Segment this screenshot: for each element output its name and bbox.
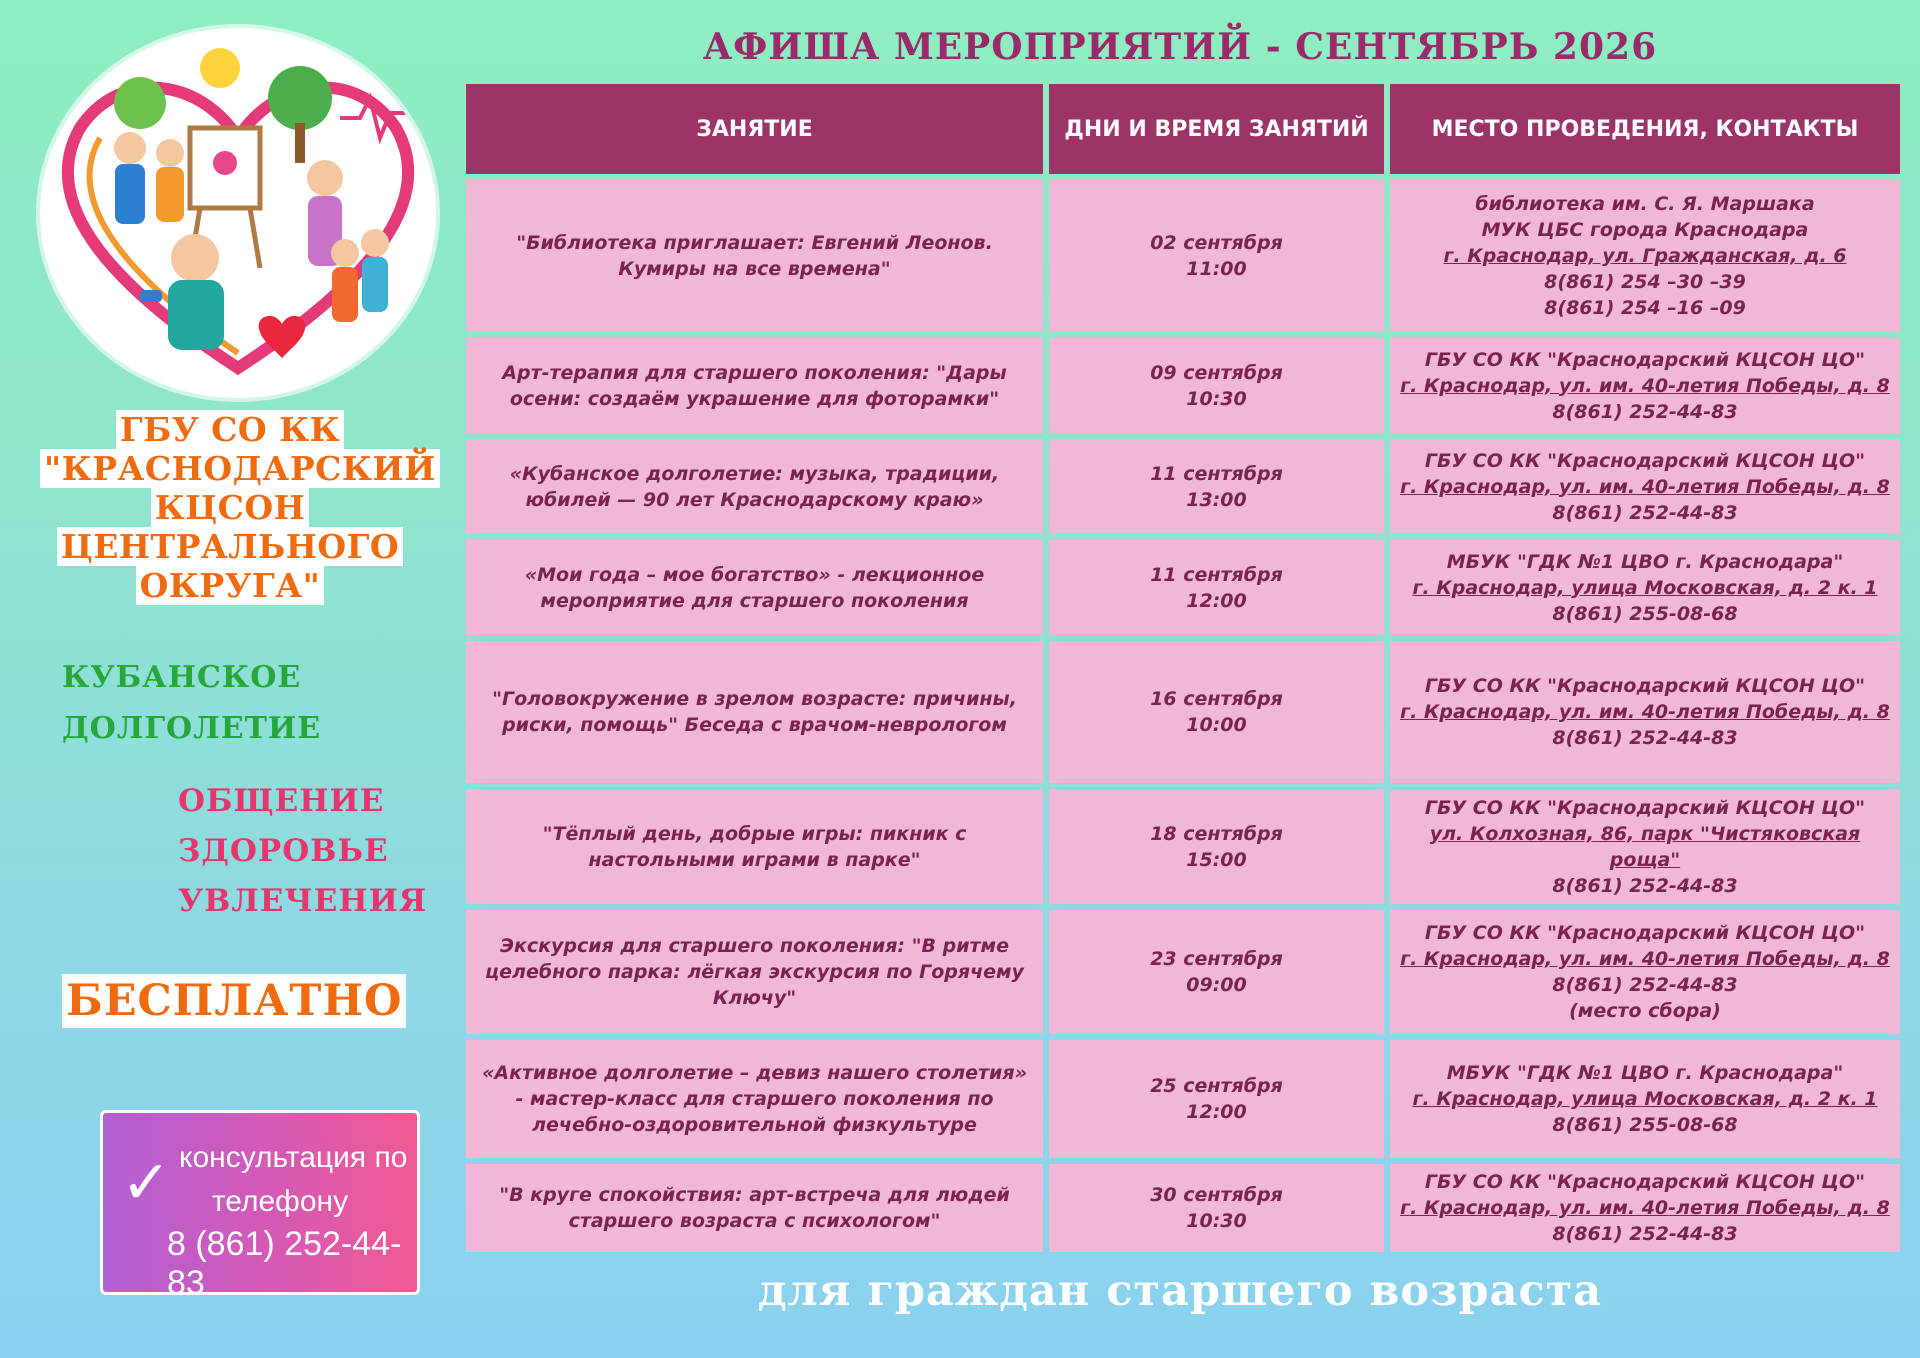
- venue-name: библиотека им. С. Я. Маршака: [1475, 193, 1815, 215]
- event-time: 12:00: [1186, 589, 1247, 612]
- program-name: [62, 652, 382, 754]
- themes-list: [178, 776, 438, 926]
- event-cell: Арт-терапия для старшего поколения: "Дары осени: создаём украшение для фоторамки": [466, 338, 1043, 433]
- event-date: 16 сентября: [1150, 688, 1283, 710]
- venue-name: ГБУ СО КК "Краснодарский КЦСОН ЦО": [1424, 796, 1866, 819]
- datetime-cell: [1049, 180, 1384, 332]
- event-cell: «Мои года – мое богатство» - лекционное мероприятие для старшего поколения: [466, 540, 1043, 635]
- venue-phone: 8(861) 252-44-83: [1552, 400, 1738, 423]
- venue-address-link[interactable]: г. Краснодар, ул. им. 40-летия Победы, д. 8: [1400, 701, 1890, 723]
- venue-address-link[interactable]: ул. Колхозная, 86, парк "Чистяковская роща": [1429, 822, 1861, 871]
- table-header-row: [466, 84, 1900, 174]
- venue-cell: [1390, 180, 1900, 332]
- event-date: 11 сентября: [1150, 563, 1283, 586]
- venue-address-link[interactable]: г. Краснодар, улица Московская, д. 2 к. 1: [1412, 1088, 1878, 1110]
- event-cell: "В круге спокойствия: арт-встреча для людей старшего возраста с психологом": [466, 1164, 1043, 1252]
- event-date: 25 сентября: [1150, 1075, 1283, 1097]
- venue-name: ГБУ СО КК "Краснодарский КЦСОН ЦО": [1424, 675, 1866, 697]
- venue-address-link[interactable]: г. Краснодар, ул. им. 40-летия Победы, д. 8: [1400, 1197, 1890, 1219]
- venue-phone: 8(861) 252-44-83: [1552, 874, 1738, 897]
- consult-phone[interactable]: 8 (861) 252-44-83: [167, 1225, 402, 1302]
- table-row: [466, 789, 1900, 904]
- venue-cell: [1390, 338, 1900, 433]
- venue-address-link[interactable]: г. Краснодар, ул. им. 40-летия Победы, д. 8: [1400, 374, 1890, 397]
- audience-caption: для граждан старшего возраста: [757, 1266, 1603, 1316]
- venue-name: ГБУ СО КК "Краснодарский КЦСОН ЦО": [1424, 348, 1866, 371]
- datetime-cell: [1049, 641, 1384, 783]
- venue-phone: 8(861) 252-44-83: [1552, 727, 1738, 749]
- datetime-cell: [1049, 439, 1384, 534]
- venue-phone: 8(861) 255-08-68: [1552, 602, 1738, 625]
- org-line-3: КЦСОН: [151, 488, 310, 527]
- table-row: [466, 641, 1900, 783]
- event-date: 09 сентября: [1150, 361, 1283, 384]
- program-line-2: ДОЛГОЛЕТИЕ: [62, 711, 322, 746]
- venue-name: ГБУ СО КК "Краснодарский КЦСОН ЦО": [1424, 1171, 1866, 1193]
- table-row: [466, 1164, 1900, 1252]
- table-row: [466, 540, 1900, 635]
- event-time: 09:00: [1186, 974, 1247, 996]
- venue-phone: 8(861) 255-08-68: [1552, 1114, 1738, 1136]
- event-cell: «Кубанское долголетие: музыка, традиции, юбилей — 90 лет Краснодарскому краю»: [466, 439, 1043, 534]
- org-line-2: "КРАСНОДАРСКИЙ: [40, 449, 440, 488]
- venue-address-link[interactable]: г. Краснодар, улица Московская, д. 2 к. 1: [1412, 576, 1878, 599]
- datetime-cell: [1049, 338, 1384, 433]
- event-time: 10:00: [1186, 714, 1247, 736]
- venue-name: МБУК "ГДК №1 ЦВО г. Краснодара": [1446, 550, 1844, 573]
- venue-cell: [1390, 1164, 1900, 1252]
- free-label: БЕСПЛАТНО: [62, 974, 406, 1028]
- org-line-1: ГБУ СО КК: [116, 410, 344, 449]
- venue-cell: [1390, 439, 1900, 534]
- theme-communication: ОБЩЕНИЕ: [178, 783, 385, 819]
- datetime-cell: [1049, 540, 1384, 635]
- event-cell: "Головокружение в зрелом возрасте: причины, риски, помощь" Беседа с врачом-неврологом: [466, 641, 1043, 783]
- datetime-cell: [1049, 789, 1384, 904]
- table-row: [466, 338, 1900, 433]
- theme-hobbies: УВЛЕЧЕНИЯ: [178, 883, 428, 919]
- venue-phone: 8(861) 252-44-83: [1552, 974, 1738, 996]
- event-cell: Экскурсия для старшего поколения: "В ритме целебного парка: лёгкая экскурсия по Горячему Ключу": [466, 910, 1043, 1034]
- check-icon: ✓: [121, 1149, 172, 1216]
- phone-consultation-box[interactable]: [100, 1110, 420, 1302]
- header-datetime: ДНИ И ВРЕМЯ ЗАНЯТИЙ: [1049, 84, 1384, 174]
- program-line-1: КУБАНСКОЕ: [62, 660, 302, 695]
- venue-cell: [1390, 789, 1900, 904]
- header-event: ЗАНЯТИЕ: [466, 84, 1043, 174]
- consult-line-2: телефону: [211, 1185, 349, 1218]
- venue-cell: [1390, 641, 1900, 783]
- event-time: 12:00: [1186, 1101, 1247, 1123]
- venue-phone-2: 8(861) 254 –16 –09: [1544, 297, 1746, 319]
- page-title: АФИША МЕРОПРИЯТИЙ - СЕНТЯБРЬ 2026: [702, 26, 1658, 68]
- event-cell: "Тёплый день, добрые игры: пикник с настольными играми в парке": [466, 789, 1043, 904]
- venue-name: ГБУ СО КК "Краснодарский КЦСОН ЦО": [1424, 922, 1866, 944]
- event-time: 11:00: [1186, 258, 1247, 280]
- event-time: 10:30: [1186, 1210, 1247, 1232]
- event-time: 15:00: [1186, 848, 1247, 871]
- venue-cell: [1390, 1040, 1900, 1158]
- consult-line-1: консультация по: [179, 1141, 408, 1174]
- organization-name: [40, 410, 436, 605]
- venue-phone: 8(861) 254 –30 –39: [1544, 271, 1746, 293]
- event-date: 23 сентября: [1150, 948, 1283, 970]
- active-seniors-illustration: [40, 28, 436, 398]
- datetime-cell: [1049, 1164, 1384, 1252]
- event-time: 13:00: [1186, 488, 1247, 511]
- table-row: [466, 910, 1900, 1034]
- venue-address-link[interactable]: г. Краснодар, ул. им. 40-летия Победы, д. 8: [1400, 475, 1890, 498]
- event-date: 18 сентября: [1150, 822, 1283, 845]
- event-cell: «Активное долголетие – девиз нашего столетия» - мастер-класс для старшего поколения по лечебно-оздоровительной физкультуре: [466, 1040, 1043, 1158]
- header-venue: МЕСТО ПРОВЕДЕНИЯ, КОНТАКТЫ: [1390, 84, 1900, 174]
- org-line-5: ОКРУГА": [136, 566, 325, 605]
- venue-phone: 8(861) 252-44-83: [1552, 1223, 1738, 1245]
- event-time: 10:30: [1186, 387, 1247, 410]
- event-cell: "Библиотека приглашает: Евгений Леонов. Кумиры на все времена": [466, 180, 1043, 332]
- venue-name: ГБУ СО КК "Краснодарский КЦСОН ЦО": [1424, 449, 1866, 472]
- datetime-cell: [1049, 910, 1384, 1034]
- venue-address-link[interactable]: г. Краснодар, ул. им. 40-летия Победы, д. 8: [1400, 948, 1890, 970]
- table-row: [466, 439, 1900, 534]
- org-line-4: ЦЕНТРАЛЬНОГО: [57, 527, 403, 566]
- venue-name-2: МУК ЦБС города Краснодара: [1481, 219, 1809, 241]
- venue-cell: [1390, 540, 1900, 635]
- datetime-cell: [1049, 1040, 1384, 1158]
- venue-address-link[interactable]: г. Краснодар, ул. Гражданская, д. 6: [1443, 245, 1847, 267]
- events-table: [460, 78, 1906, 1258]
- venue-note: (место сбора): [1569, 1000, 1721, 1022]
- theme-health: ЗДОРОВЬЕ: [178, 833, 389, 869]
- venue-cell: [1390, 910, 1900, 1034]
- event-date: 11 сентября: [1150, 462, 1283, 485]
- venue-name: МБУК "ГДК №1 ЦВО г. Краснодара": [1446, 1062, 1844, 1084]
- event-date: 02 сентября: [1150, 232, 1283, 254]
- venue-phone: 8(861) 252-44-83: [1552, 501, 1738, 524]
- table-row: [466, 180, 1900, 332]
- table-row: [466, 1040, 1900, 1158]
- event-date: 30 сентября: [1150, 1184, 1283, 1206]
